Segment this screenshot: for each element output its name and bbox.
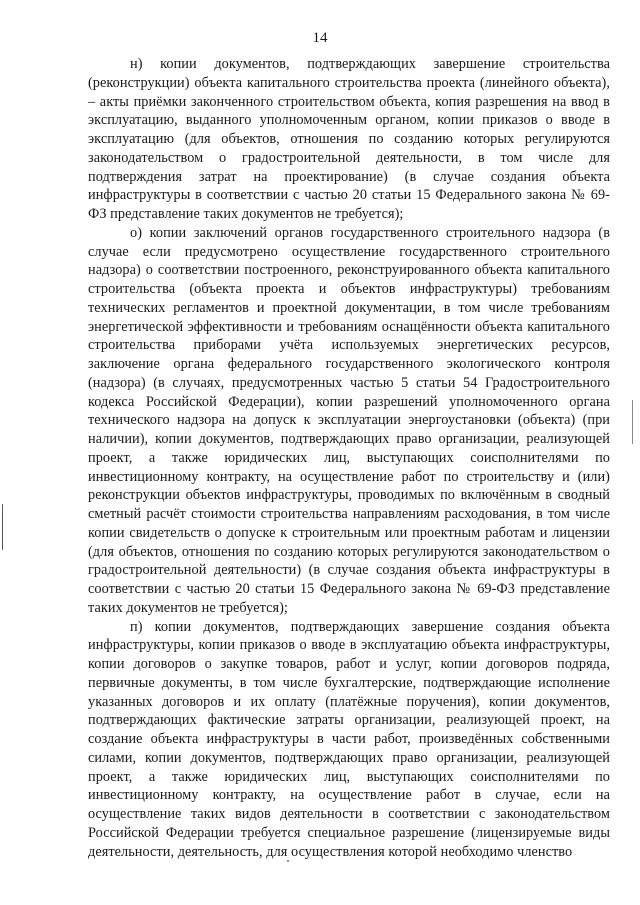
scan-artifact-bottom xyxy=(287,860,289,862)
paragraph-p: п) копии документов, подтверждающих завершение создания объекта инфраструктуры, копии приказов о вводе в эксплуатацию объекта инфраструктуры, копии договоров о закупке товаров, работ и услуг, копии договоров подряда, первичные документы, в том числе бухгалтерские, подтверждающие исполнение указанных договоров и их оплату (платёжные поручения), копии документов, подтверждающих фактические затраты организации, реализующей проект, на создание объекта инфраструктуры в части работ, произведённых собственными силами, копии документов, подтверждающих право организации, реализующей проект, а также юридических лиц, выступающих соисполнителями по инвестиционному контракту, на осуществление работ в случае, если на осуществление таких видов деятельности в соответствии с законодательством Российской Федерации требуется специальное разрешение (лицензируемые виды деятельности, деятельность, для осуществления которой необходимо членство xyxy=(88,618,610,860)
scan-artifact-right xyxy=(632,400,633,444)
scan-artifact-left xyxy=(2,504,3,550)
page-number: 14 xyxy=(312,30,328,46)
paragraph-o: о) копии заключений органов государственного строительного надзора (в случае если предусмотрено осуществление государственного строительного надзора) о соответствии построенного, реконструированного объекта капитального строительства (объекта проекта и объектов инфраструктуры) требованиям технических регламентов и проектной документации, в том числе требованиям энергетической эффективности и требованиям оснащённости объекта капитального строительства приборами учёта используемых энергетических ресурсов, заключение органа федерального государственного экологического контроля (надзора) (в случаях, предусмотренных частью 5 статьи 54 Градостроительного кодекса Российской Федерации), копии разрешений уполномоченного органа технического надзора на допуск к эксплуатации энергоустановки (объекта) (при наличии), копии документов, подтверждающих право организации, реализующей проект, а также юридических лиц, выступающих соисполнителями по инвестиционному контракту, на осуществление работ по строительству и (или) реконструкции объектов инфраструктуры, проводимых по включённым в сводный сметный расчёт стоимости строительства направлениям расходования, в том числе копии свидетельств о допуске к строительным или проектным работам и лицензии (для объектов, отношения по созданию которых регулируются законодательством о градостроительной деятельности) (в случае создания объекта инфраструктуры в соответствии с частью 20 статьи 15 Федерального закона № 69-ФЗ представление таких документов не требуется); xyxy=(88,224,610,616)
document-body xyxy=(88,55,610,861)
paragraph-n: н) копии документов, подтверждающих завершение строительства (реконструкции) объекта капитального строительства проекта (линейного объекта), – акты приёмки законченного строительством объекта, копия разрешения на ввод в эксплуатацию, выданного уполномоченным органом, копии приказов о вводе в эксплуатацию (для объектов, отношения по созданию которых регулируются законодательством о градостроительной деятельности, в том числе для подтверждения затрат на проектирование) (в случае создания объекта инфраструктуры в соответствии с частью 20 статьи 15 Федерального закона № 69-ФЗ представление таких документов не требуется); xyxy=(88,56,610,222)
